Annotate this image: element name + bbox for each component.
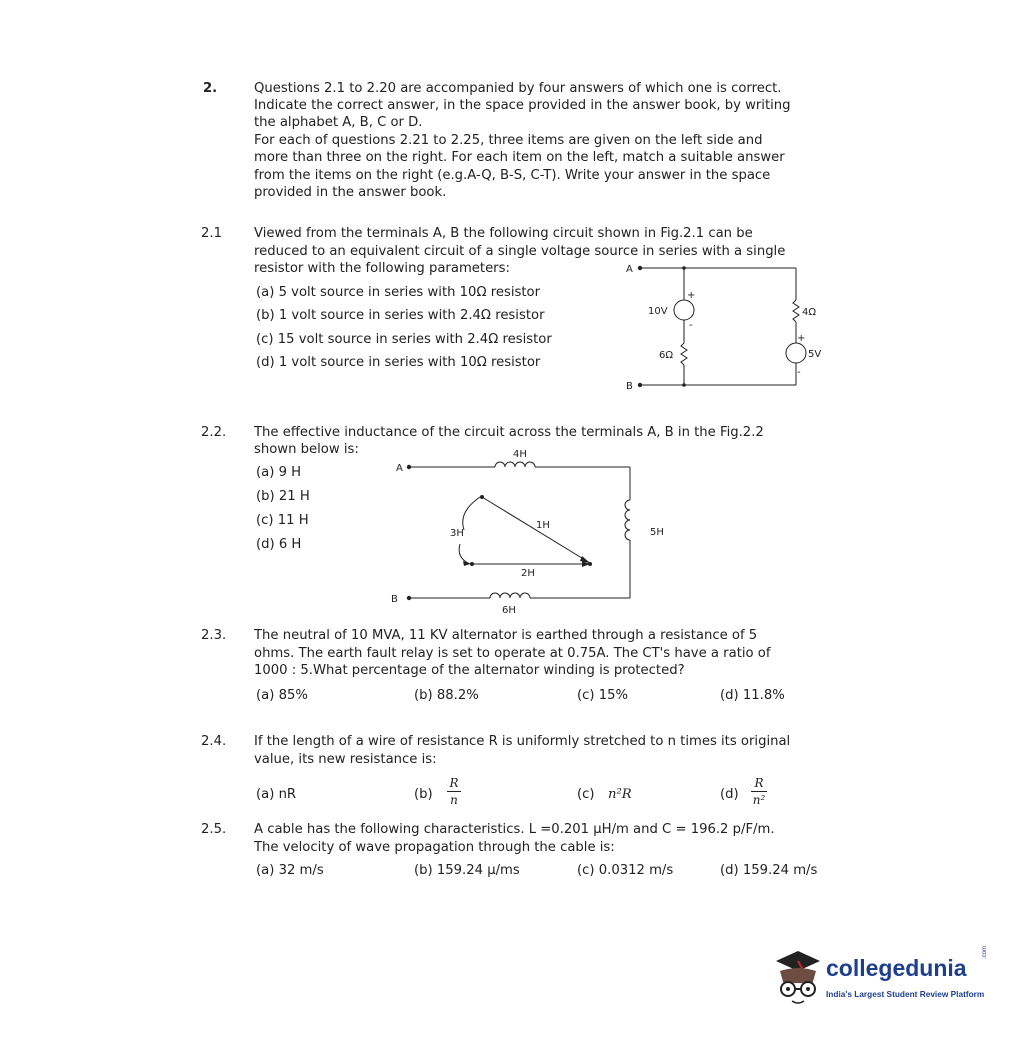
intro-line: For each of questions 2.21 to 2.25, three items are given on the left side and (254, 133, 763, 148)
resistor-6-label: 6Ω (659, 350, 674, 361)
logo-tagline: India's Largest Student Review Platform (826, 989, 985, 999)
question-line: 1000 : 5.What percentage of the alternator winding is protected? (254, 663, 685, 678)
inductor-1h-label: 1H (536, 520, 550, 531)
plus-sign: + (687, 290, 696, 301)
option-b: (b) 159.24 μ/ms (414, 863, 520, 878)
option-c-value: n²R (608, 787, 632, 802)
question-line: reduced to an equivalent circuit of a single voltage source in series with a single (254, 244, 786, 259)
plus-sign: + (797, 333, 806, 344)
inductor-2h-label: 2H (521, 568, 535, 579)
inductor-3h-label: 3H (450, 528, 464, 539)
intro-line: Questions 2.1 to 2.20 are accompanied by four answers of which one is correct. (254, 81, 782, 96)
option-a: (a) 32 m/s (256, 863, 324, 878)
option-d: (d) 6 H (256, 537, 302, 552)
option-d: (d) 11.8% (720, 688, 785, 703)
option-b-label: (b) (414, 787, 433, 802)
question-line: Viewed from the terminals A, B the following circuit shown in Fig.2.1 can be (254, 226, 753, 241)
intro-line: provided in the answer book. (254, 185, 447, 200)
question-number: 2.5. (201, 822, 227, 837)
question-number: 2.4. (201, 734, 227, 749)
terminal-a-label: A (626, 264, 633, 275)
option-a: (a) nR (256, 787, 297, 802)
question-line: The neutral of 10 MVA, 11 KV alternator is earthed through a resistance of 5 (254, 628, 758, 643)
option-c-label: (c) (577, 787, 595, 802)
option-b: (b) 21 H (256, 489, 310, 504)
question-line: The velocity of wave propagation through the cable is: (254, 840, 615, 855)
option-b: (b) 1 volt source in series with 2.4Ω resistor (256, 308, 545, 323)
inductor-6h-label: 6H (502, 605, 516, 616)
question-line: A cable has the following characteristics. L =0.201 μH/m and C = 196.2 p/F/m. (254, 822, 775, 837)
question-number: 2.3. (201, 628, 227, 643)
minus-sign: - (689, 320, 693, 331)
intro-line: Indicate the correct answer, in the space provided in the answer book, by writing (254, 98, 791, 113)
source-10v-label: 10V (648, 306, 668, 317)
question-line: The effective inductance of the circuit across the terminals A, B in the Fig.2.2 (254, 425, 764, 440)
fraction-numerator: R (754, 776, 764, 790)
inductor-4h-label: 4H (513, 449, 527, 460)
question-line: If the length of a wire of resistance R is uniformly stretched to n times its original (254, 734, 791, 749)
question-line: value, its new resistance is: (254, 752, 437, 767)
fraction-numerator: R (449, 776, 459, 790)
collegedunia-logo (768, 945, 998, 1015)
intro-line: from the items on the right (e.g.A-Q, B-S, C-T). Write your answer in the space (254, 168, 771, 183)
question-number: 2.1 (201, 226, 222, 241)
option-b: (b) 88.2% (414, 688, 479, 703)
logo-suffix: .com (982, 945, 988, 959)
option-a: (a) 5 volt source in series with 10Ω resistor (256, 285, 541, 300)
inductor-5h-label: 5H (650, 527, 664, 538)
source-5v-label: 5V (808, 349, 822, 360)
intro-line: more than three on the right. For each item on the left, match a suitable answer (254, 150, 785, 165)
option-b-fraction (447, 776, 461, 807)
option-c: (c) 15 volt source in series with 2.4Ω resistor (256, 332, 552, 347)
minus-sign: - (797, 367, 801, 378)
question-number: 2.2. (201, 425, 227, 440)
intro-line: the alphabet A, B, C or D. (254, 115, 423, 130)
mascot-icon (768, 945, 828, 1015)
option-d-fraction (751, 776, 767, 807)
section-number: 2. (203, 81, 218, 96)
terminal-b-label: B (626, 381, 633, 392)
option-d: (d) 159.24 m/s (720, 863, 818, 878)
option-a: (a) 85% (256, 688, 308, 703)
terminal-b-label: B (391, 594, 398, 605)
fraction-denominator: n² (752, 793, 766, 807)
question-line: ohms. The earth fault relay is set to operate at 0.75A. The CT's have a ratio of (254, 646, 771, 661)
option-c: (c) 15% (577, 688, 629, 703)
question-line: resistor with the following parameters: (254, 261, 510, 276)
terminal-a-label: A (396, 463, 403, 474)
option-a: (a) 9 H (256, 465, 302, 480)
option-d-label: (d) (720, 787, 739, 802)
question-line: shown below is: (254, 442, 359, 457)
fraction-denominator: n (450, 793, 458, 807)
option-d: (d) 1 volt source in series with 10Ω resistor (256, 355, 541, 370)
resistor-4-label: 4Ω (802, 307, 817, 318)
option-c: (c) 11 H (256, 513, 309, 528)
logo-wordmark: collegedunia (826, 955, 967, 981)
option-c: (c) 0.0312 m/s (577, 863, 674, 878)
